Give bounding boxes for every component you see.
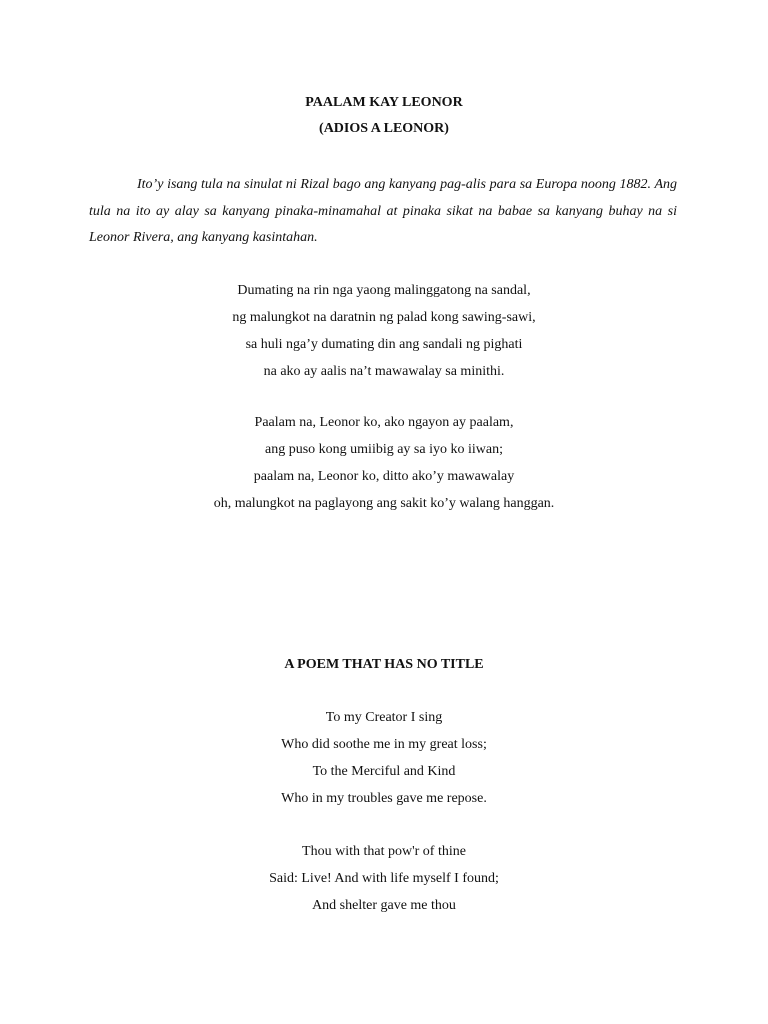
poem-line: To my Creator I sing [325, 710, 443, 725]
poem2-title: A POEM THAT HAS NO TITLE [284, 657, 484, 672]
poem-line: Thou with that pow'r of thine [302, 844, 466, 859]
poem-line: ng malungkot na daratnin ng palad kong sawing-sawi, [232, 310, 536, 325]
poem-line: Who did soothe me in my great loss; [281, 737, 487, 752]
poem-line: Who in my troubles gave me repose. [281, 791, 487, 806]
poem2-stanza-2 [0, 838, 768, 919]
poem-line: Dumating na rin nga yaong malinggatong na sandal, [237, 283, 531, 298]
poem1-title: PAALAM KAY LEONOR [305, 95, 463, 110]
poem-line: Said: Live! And with life myself I found; [269, 871, 499, 886]
poem-line: ang puso kong umiibig ay sa iyo ko iiwan; [265, 442, 503, 457]
poem1-subtitle: (ADIOS A LEONOR) [319, 121, 449, 136]
poem-line: And shelter gave me thou [312, 898, 456, 913]
poem-line: paalam na, Leonor ko, ditto ako’y mawawalay [253, 469, 515, 484]
poem1-stanza-2 [0, 409, 768, 517]
poem-line: sa huli nga’y dumating din ang sandali ng pighati [245, 337, 523, 352]
poem1-intro: Ito’y isang tula na sinulat ni Rizal bago ang kanyang pag-alis para sa Europa noong 1882. Ang tula na ito ay alay sa kanyang pinaka-minamahal at pinaka sikat na babae sa kanyang buhay na si Leonor Rivera, ang kanyang kasintahan. [89, 177, 677, 245]
poem1-stanza-1 [0, 277, 768, 385]
poem-line: To the Merciful and Kind [312, 764, 456, 779]
poem2-stanza-1 [0, 704, 768, 812]
poem-line: oh, malungkot na paglayong ang sakit ko’y walang hanggan. [213, 496, 555, 511]
poem-line: Paalam na, Leonor ko, ako ngayon ay paalam, [254, 415, 514, 430]
poem-line: na ako ay aalis na’t mawawalay sa minithi. [263, 364, 505, 379]
